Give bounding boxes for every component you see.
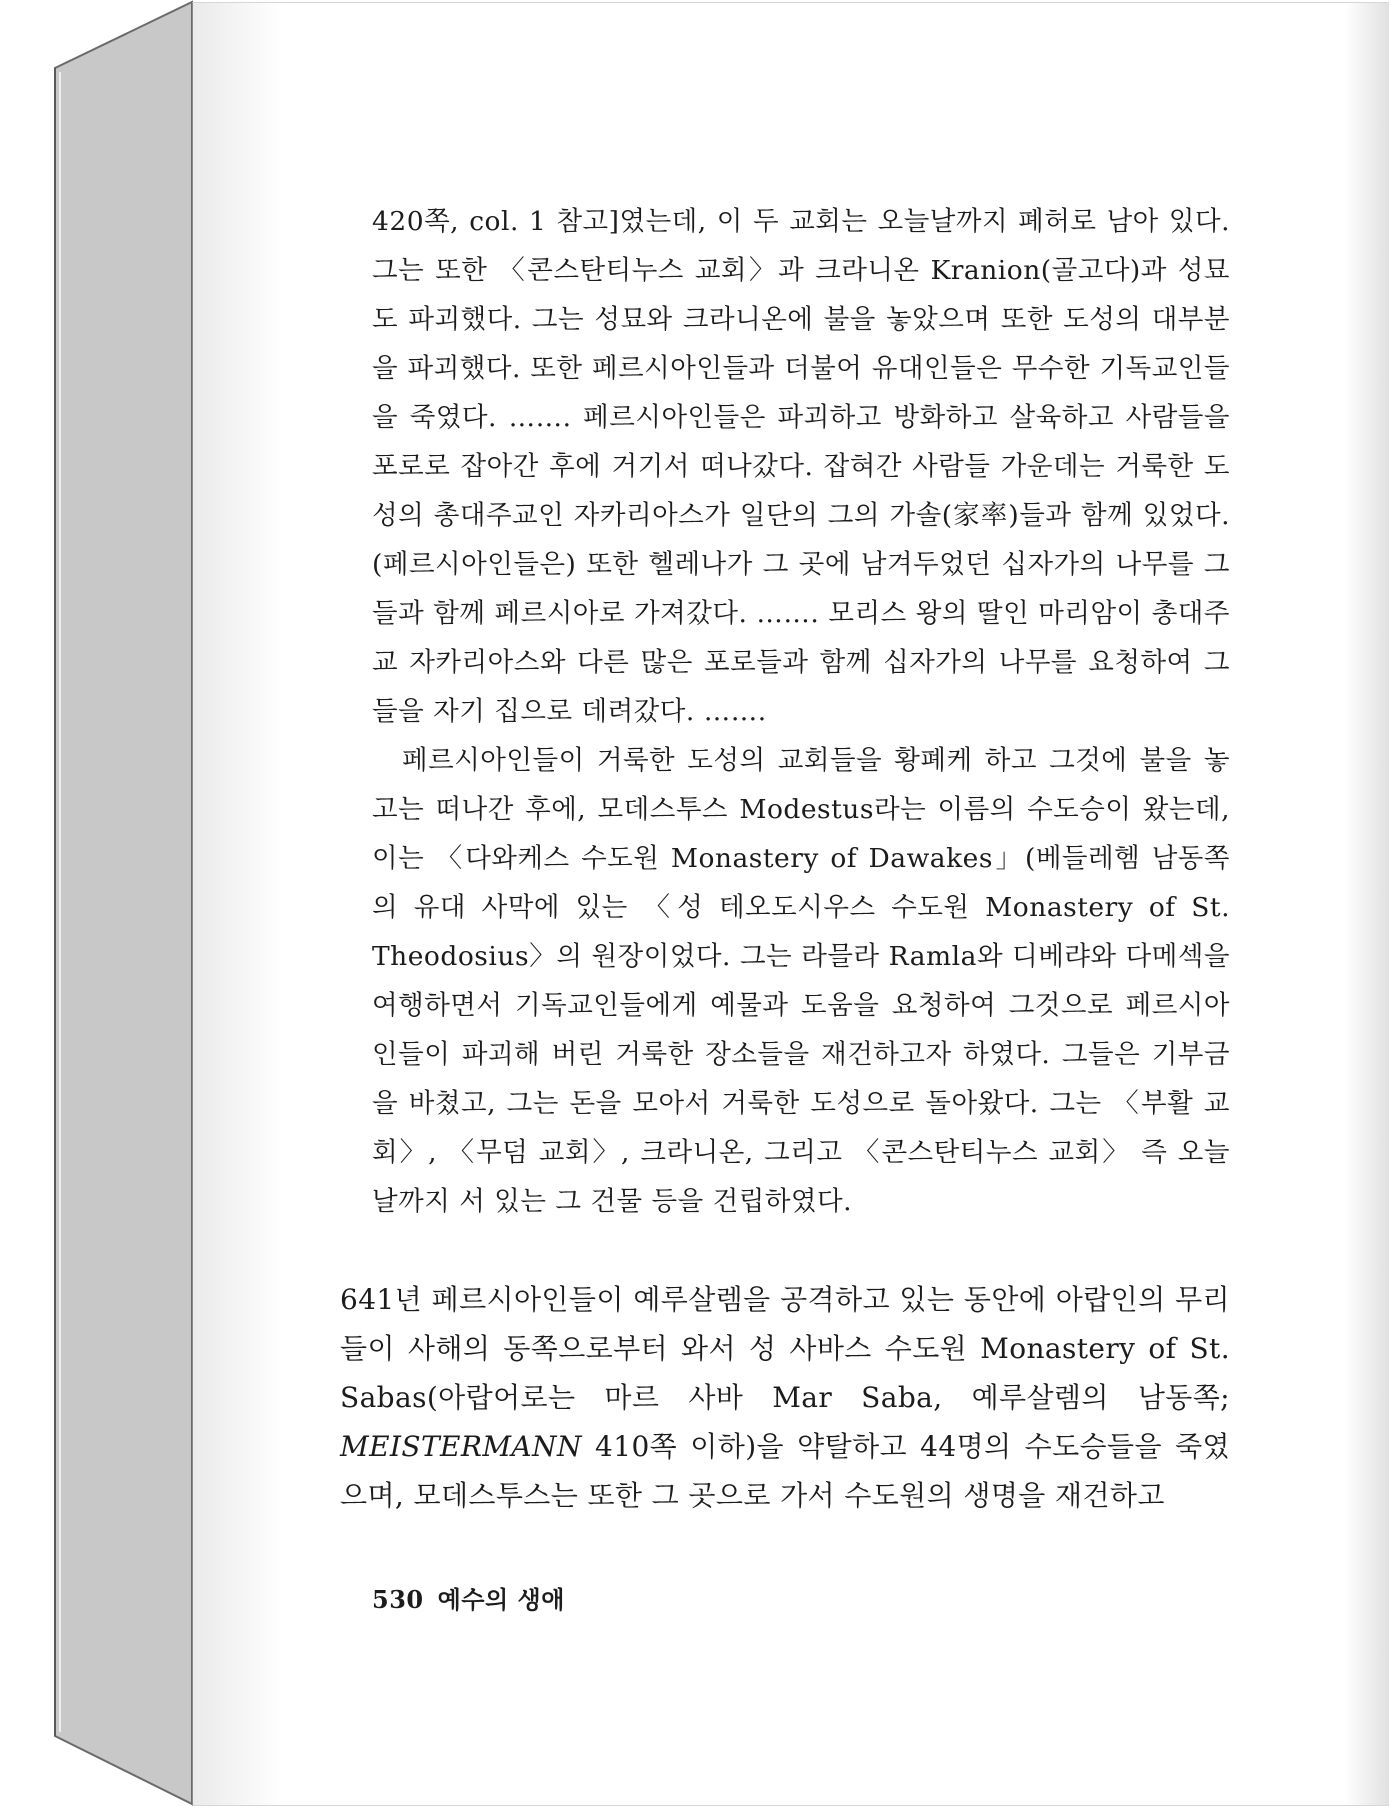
page-footer [372, 1580, 565, 1615]
body-paragraph-text [340, 1275, 1230, 1520]
running-title: 예수의 생애 [437, 1585, 565, 1614]
quoted-passage [372, 197, 1230, 1226]
body-text-before-italic: 641년 페르시아인들이 예루살렘을 공격하고 있는 동안에 아랍인의 무리들이 사해의 동쪽으로부터 와서 성 사바스 수도원 Monastery of St. Sabas(아랍어로는 마르 사바 Mar Saba, 예루살렘의 남동쪽; [340, 1283, 1230, 1414]
passage-paragraph-1: 420쪽, col. 1 참고]였는데, 이 두 교회는 오늘날까지 폐허로 남아 있다. 그는 또한 〈콘스탄티누스 교회〉과 크라니온 Kranion(골고다)과 성묘도 파괴했다. 그는 성묘와 크라니온에 불을 놓았으며 또한 도성의 대부분을 파괴했다. 또한 페르시아인들과 더불어 유대인들은 무수한 기독교인들을 죽였다. ……. 페르시아인들은 파괴하고 방화하고 살육하고 사람들을 포로로 잡아간 후에 거기서 떠나갔다. 잡혀간 사람들 가운데는 거룩한 도성의 총대주교인 자카리아스가 일단의 그의 가솔(家率)들과 함께 있었다. (페르시아인들은) 또한 헬레나가 그 곳에 남겨두었던 십자가의 나무를 그들과 함께 페르시아로 가져갔다. ……. 모리스 왕의 딸인 마리암이 총대주교 자카리아스와 다른 많은 포로들과 함께 십자가의 나무를 요청하여 그들을 자기 집으로 데려갔다. ……. [372, 206, 1230, 727]
body-italic-author: MEISTERMANN [340, 1430, 582, 1463]
page-gutter-shadow [193, 3, 283, 1805]
body-text-after-italic: 410쪽 이하)을 약탈하고 44명의 수도승들을 죽였으며, 모데스투스는 또한 그 곳으로 가서 수도원의 생명을 재건하고 [340, 1430, 1230, 1512]
passage-paragraph-2: 페르시아인들이 거룩한 도성의 교회들을 황폐케 하고 그것에 불을 놓고는 떠나간 후에, 모데스투스 Modestus라는 이름의 수도승이 왔는데, 이는 〈다와케스 수도원 Monastery of Dawakes」(베들레헴 남동쪽의 유대 사막에 있는 〈성 테오도시우스 수도원 Monastery of St. Theodosius〉의 원장이었다. 그는 라믈라 Ramla와 디베랴와 다메섹을 여행하면서 기독교인들에게 예물과 도움을 요청하여 그것으로 페르시아인들이 파괴해 버린 거룩한 장소들을 재건하고자 하였다. 그들은 기부금을 바쳤고, 그는 돈을 모아서 거룩한 도성으로 돌아왔다. 그는 〈부활 교회〉, 〈무덤 교회〉, 크라니온, 그리고 〈콘스탄티누스 교회〉 즉 오늘날까지 서 있는 그 건물 등을 건립하였다. [372, 745, 1230, 1217]
page-edge-shadow [1345, 3, 1389, 1805]
page-number: 530 [372, 1585, 424, 1614]
body-paragraph [340, 1275, 1230, 1520]
